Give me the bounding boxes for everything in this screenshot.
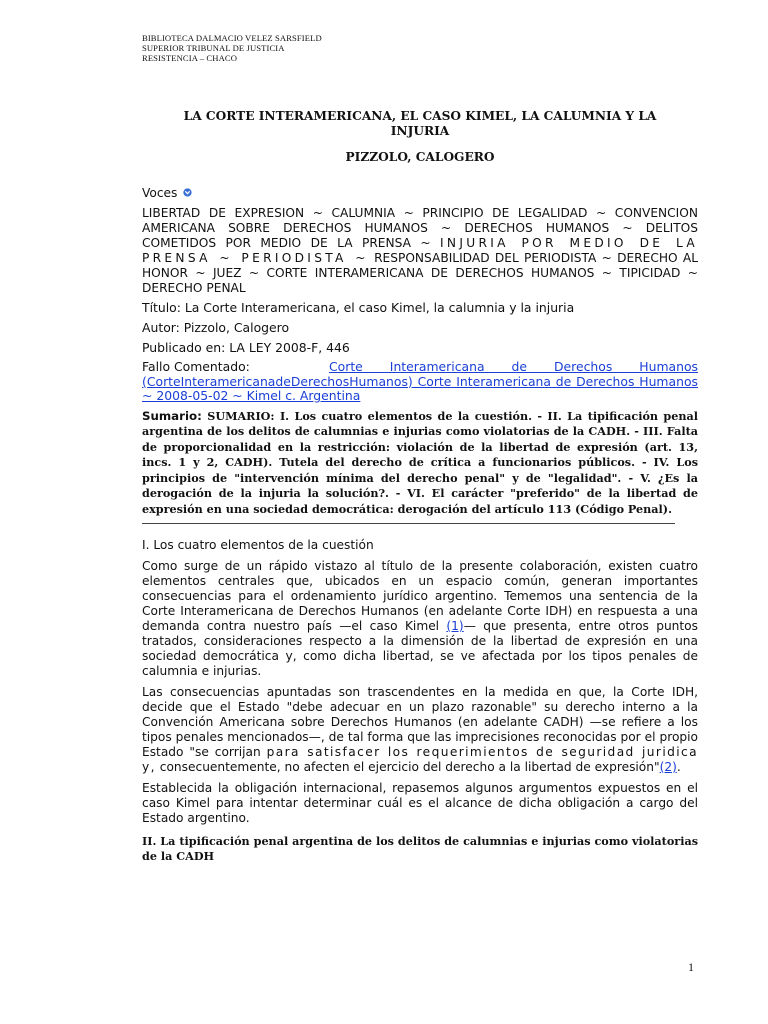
header-line-library: BIBLIOTECA DALMACIO VELEZ SARSFIELD (142, 33, 322, 43)
section2-heading: II. La tipificación penal argentina de los delitos de calumnias e injurias como violatorias de la CADH (142, 834, 698, 863)
footnote-link-2[interactable]: (2) (659, 760, 677, 774)
sumario (142, 409, 698, 518)
voces-keywords-part2: INJURIA POR MEDIO DE LA PRENSA ~ PERIODISTA ~ (142, 236, 699, 265)
voces-keywords-part3: RESPONSABILIDAD DEL PERIODISTA ~ DERECHO AL HONOR ~ JUEZ ~ CORTE INTERAMERICANA DE DERECHOS HUMANOS ~ TIPICIDAD ~ DERECHO PENAL (142, 251, 699, 295)
section1-paragraph1 (142, 559, 698, 679)
document-title-line1: LA CORTE INTERAMERICANA, EL CASO KIMEL, LA CALUMNIA Y LA (183, 109, 657, 123)
document-title-line2: INJURIA (390, 123, 450, 138)
header-line-court: SUPERIOR TRIBUNAL DE JUSTICIA (142, 43, 285, 53)
header-line-city: RESISTENCIA – CHACO (142, 53, 238, 63)
section1-paragraph2 (142, 685, 698, 775)
fallo-link[interactable]: Corte Interamericana de Derechos Humanos (CorteInteramericanadeDerechosHumanos) Corte Interamericana de Derechos Humanos ~ 2008-05-02 ~ Kimel c. Argentina (142, 359, 698, 403)
document-title (142, 109, 698, 138)
document-page (142, 33, 698, 864)
meta-author: Autor: Pizzolo, Calogero (142, 320, 290, 335)
section1-p2-text-a: Las consecuencias apuntadas son trascendentes en la medida en que, la Corte IDH, decide que el Estado "debe adecuar en un plazo razonable" su derecho interno a la Convención Americana sobre Derechos Humanos (en adelante CADH) —se refiere a los tipos penales mencionados—, de tal forma que las imprecisiones reconocidas por el propio Estado "se corrijan (142, 685, 698, 759)
section1-paragraph3: Establecida la obligación internacional, repasemos algunos argumentos expuestos en el caso Kimel para intentar determinar cuál es el alcance de dicha obligación a cargo del Estado argentino. (142, 781, 698, 825)
expand-arrow-icon[interactable] (183, 186, 192, 201)
library-header (142, 33, 698, 63)
voces-toggle[interactable] (142, 186, 698, 201)
page-number: 1 (688, 960, 694, 974)
voces-keywords-part1: LIBERTAD DE EXPRESION ~ CALUMNIA ~ PRINCIPIO DE LEGALIDAD ~ CONVENCION AMERICANA SOBRE DERECHOS HUMANOS ~ DERECHOS HUMANOS ~ DELITOS COMETIDOS POR MEDIO DE LA PRENSA ~ (142, 206, 698, 250)
fallo-label: Fallo Comentado: (142, 359, 250, 374)
section1-p1-text-a: Como surge de un rápido vistazo al título de la presente colaboración, existen cuatro elementos centrales que, ubicados en un espacio común, generan importantes consecuencias para el ordenamiento jurídico argentino. Tememos una sentencia de la Corte Interamericana de Derechos Humanos (en adelante Corte IDH) en respuesta a una demanda contra nuestro país —el caso Kimel (142, 559, 698, 633)
sumario-text: SUMARIO: I. Los cuatro elementos de la cuestión. - II. La tipificación penal argentina de los delitos de calumnias e injurias como violatorias de la CADH. - III. Falta de proporcionalidad en la restricción: violación de la libertad de expresión (art. 13, incs. 1 y 2, CADH). Tutela del derecho de crítica a funcionarios públicos. - IV. Los principios de "intervención mínima del derecho penal" y de "legalidad". - V. ¿Es la derogación de la injuria la solución?. - VI. El carácter "preferido" de la libertad de expresión en una sociedad democrática: derogación del artículo 113 (Código Penal). (142, 408, 699, 516)
section1-p2-text-c: . (676, 760, 681, 774)
meta-title: Título: La Corte Interamericana, el caso Kimel, la calumnia y la injuria (142, 300, 575, 315)
meta-published: Publicado en: LA LEY 2008-F, 446 (142, 340, 350, 355)
sumario-label: Sumario: (142, 408, 202, 423)
footnote-link-1[interactable]: (1) (446, 619, 464, 633)
voces-label: Voces (142, 186, 178, 200)
section-divider (142, 523, 675, 524)
voces-keywords (142, 206, 698, 296)
section1-p1-text-b: — que presenta, entre otros puntos tratados, consideraciones respecto a la dimensión de la libertad de expresión en una sociedad democrática y, como dicha libertad, se ve afectada por los tipos penales de calumnia e injurias. (142, 619, 698, 678)
section1-p2-text-b: consecuentemente, no afecten el ejercicio del derecho a la libertad de expresión" (159, 760, 660, 774)
fallo-comentado (142, 360, 698, 404)
section1-heading: I. Los cuatro elementos de la cuestión (142, 538, 374, 552)
document-author: PIZZOLO, CALOGERO (345, 150, 495, 164)
section1-p2-text-spaced: para satisfacer los requerimientos de seguridad juridica y, (142, 745, 699, 774)
